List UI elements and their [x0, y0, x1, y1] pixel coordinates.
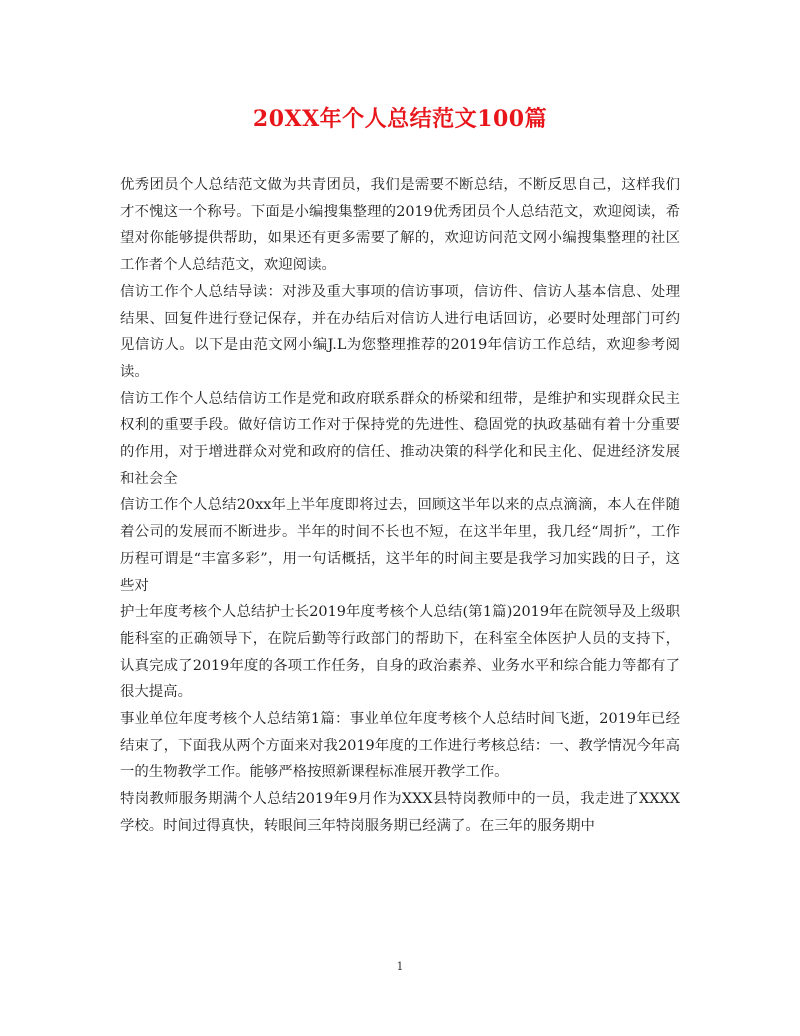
paragraph: 信访工作个人总结信访工作是党和政府联系群众的桥梁和纽带，是维护和实现群众民主权利的重要手段。做好信访工作对于保持党的先进性、稳固党的执政基础有着十分重要的作用，对于增进群众对党和政府的信任、推动决策的科学化和民主化、促进经济发展和社会全 [120, 390, 680, 487]
paragraph: 信访工作个人总结导读：对涉及重大事项的信访事项，信访件、信访人基本信息、处理结果、回复件进行登记保存，并在办结后对信访人进行电话回访，必要时处理部门可约见信访人。以下是由范文网小编J.L为您整理推荐的2019年信访工作总结，欢迎参考阅读。 [120, 283, 680, 380]
paragraph: 信访工作个人总结20xx年上半年度即将过去，回顾这半年以来的点点滴滴，本人在伴随着公司的发展而不断进步。半年的时间不长也不短，在这半年里，我几经“周折”，工作历程可谓是“丰富多彩”，用一句话概括，这半年的时间主要是我学习加实践的日子，这些对 [120, 497, 680, 594]
paragraph: 护士年度考核个人总结护士长2019年度考核个人总结(第1篇)2019年在院领导及上级职能科室的正确领导下，在院后勤等行政部门的帮助下，在科室全体医护人员的支持下，认真完成了2019年度的各项工作任务，自身的政治素养、业务水平和综合能力等都有了很大提高。 [120, 604, 680, 701]
paragraph: 特岗教师服务期满个人总结2019年9月作为XXX县特岗教师中的一员，我走进了XXXX学校。时间过得真快，转眼间三年特岗服务期已经满了。在三年的服务期中 [120, 791, 680, 834]
page-number: 1 [396, 960, 404, 973]
paragraph: 事业单位年度考核个人总结第1篇：事业单位年度考核个人总结时间飞逝，2019年已经结束了，下面我从两个方面来对我2019年度的工作进行考核总结：一、教学情况今年高一的生物教学工作。能够严格按照新课程标准展开教学工作。 [120, 711, 680, 781]
document-body [120, 172, 680, 840]
paragraph: 优秀团员个人总结范文做为共青团员，我们是需要不断总结，不断反思自己，这样我们才不愧这一个称号。下面是小编搜集整理的2019优秀团员个人总结范文，欢迎阅读，希望对你能够提供帮助，如果还有更多需要了解的，欢迎访问范文网小编搜集整理的社区工作者个人总结范文，欢迎阅读。 [120, 177, 680, 274]
document-title: 20XX年个人总结范文100篇 [252, 106, 548, 132]
